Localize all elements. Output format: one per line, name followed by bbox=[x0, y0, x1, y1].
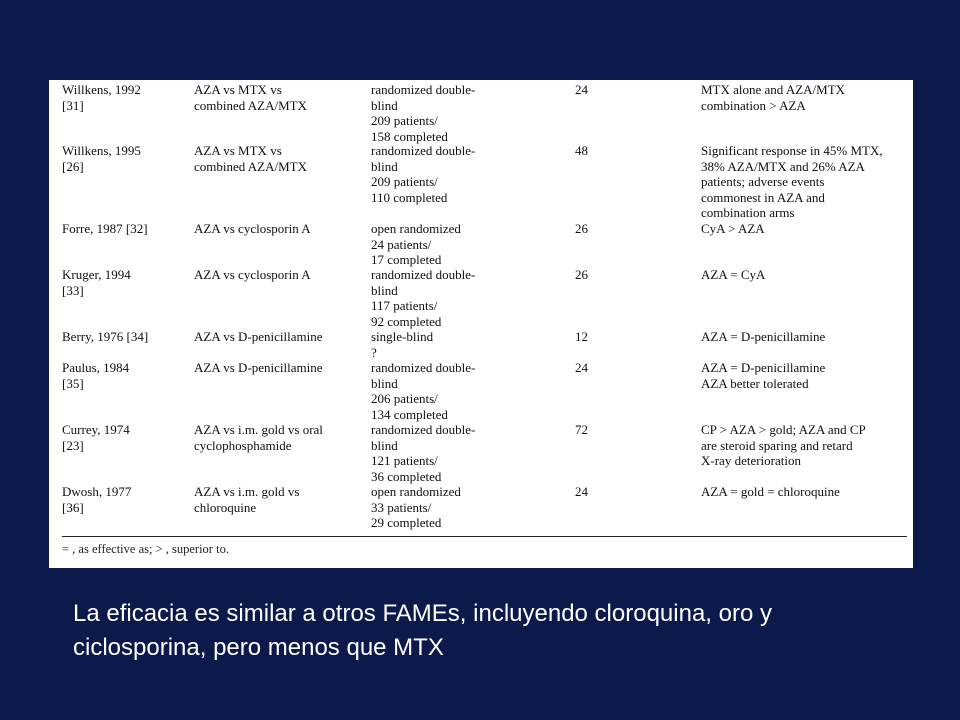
weeks-cell: 26 bbox=[575, 267, 588, 282]
design-cell: single-blind ? bbox=[371, 329, 434, 360]
design-cell: randomized double- blind 117 patients/ 92 completed bbox=[371, 267, 476, 329]
study-cell: Dwosh, 1977 [36] bbox=[62, 484, 132, 515]
study-cell: Berry, 1976 [34] bbox=[62, 329, 149, 344]
result-cell: AZA = CyA bbox=[701, 267, 766, 282]
weeks-cell: 24 bbox=[575, 360, 588, 375]
comparison-cell: AZA vs cyclosporin A bbox=[194, 221, 311, 236]
design-cell: randomized double- blind 209 patients/ 110 completed bbox=[371, 143, 476, 205]
study-cell: Forre, 1987 [32] bbox=[62, 221, 148, 236]
comparison-cell: AZA vs MTX vs combined AZA/MTX bbox=[194, 82, 308, 113]
result-cell: MTX alone and AZA/MTX combination > AZA bbox=[701, 82, 846, 113]
design-cell: open randomized 33 patients/ 29 completed bbox=[371, 484, 461, 531]
weeks-cell: 24 bbox=[575, 484, 588, 499]
design-cell: open randomized 24 patients/ 17 completed bbox=[371, 221, 461, 268]
design-cell: randomized double- blind 206 patients/ 134 completed bbox=[371, 360, 476, 422]
result-cell: AZA = D-penicillamine bbox=[701, 329, 826, 344]
study-cell: Paulus, 1984 [35] bbox=[62, 360, 130, 391]
study-table bbox=[49, 80, 913, 568]
comparison-cell: AZA vs MTX vs combined AZA/MTX bbox=[194, 143, 308, 174]
result-cell: Significant response in 45% MTX, 38% AZA/MTX and 26% AZA patients; adverse events commonest in AZA and combination arms bbox=[701, 143, 883, 221]
weeks-cell: 26 bbox=[575, 221, 588, 236]
weeks-cell: 24 bbox=[575, 82, 588, 97]
result-cell: AZA = D-penicillamine AZA better tolerated bbox=[701, 360, 826, 391]
study-cell: Willkens, 1995 [26] bbox=[62, 143, 141, 174]
comparison-cell: AZA vs cyclosporin A bbox=[194, 267, 311, 282]
result-cell: CP > AZA > gold; AZA and CP are steroid sparing and retard X-ray deterioration bbox=[701, 422, 866, 469]
design-cell: randomized double- blind 121 patients/ 36 completed bbox=[371, 422, 476, 484]
design-cell: randomized double- blind 209 patients/ 158 completed bbox=[371, 82, 476, 144]
study-cell: Currey, 1974 [23] bbox=[62, 422, 130, 453]
study-cell: Kruger, 1994 [33] bbox=[62, 267, 131, 298]
comparison-cell: AZA vs D-penicillamine bbox=[194, 329, 323, 344]
comparison-cell: AZA vs i.m. gold vs oral cyclophosphamide bbox=[194, 422, 323, 453]
comparison-cell: AZA vs D-penicillamine bbox=[194, 360, 323, 375]
table-footnote: = , as effective as; > , superior to. bbox=[62, 542, 229, 556]
result-cell: AZA = gold = chloroquine bbox=[701, 484, 840, 499]
weeks-cell: 12 bbox=[575, 329, 588, 344]
weeks-cell: 72 bbox=[575, 422, 588, 437]
slide-caption: La eficacia es similar a otros FAMEs, incluyendo cloroquina, oro y ciclosporina, pero menos que MTX bbox=[73, 600, 772, 661]
study-cell: Willkens, 1992 [31] bbox=[62, 82, 141, 113]
weeks-cell: 48 bbox=[575, 143, 588, 158]
comparison-cell: AZA vs i.m. gold vs chloroquine bbox=[194, 484, 300, 515]
table-bottom-rule bbox=[62, 536, 907, 537]
result-cell: CyA > AZA bbox=[701, 221, 765, 236]
